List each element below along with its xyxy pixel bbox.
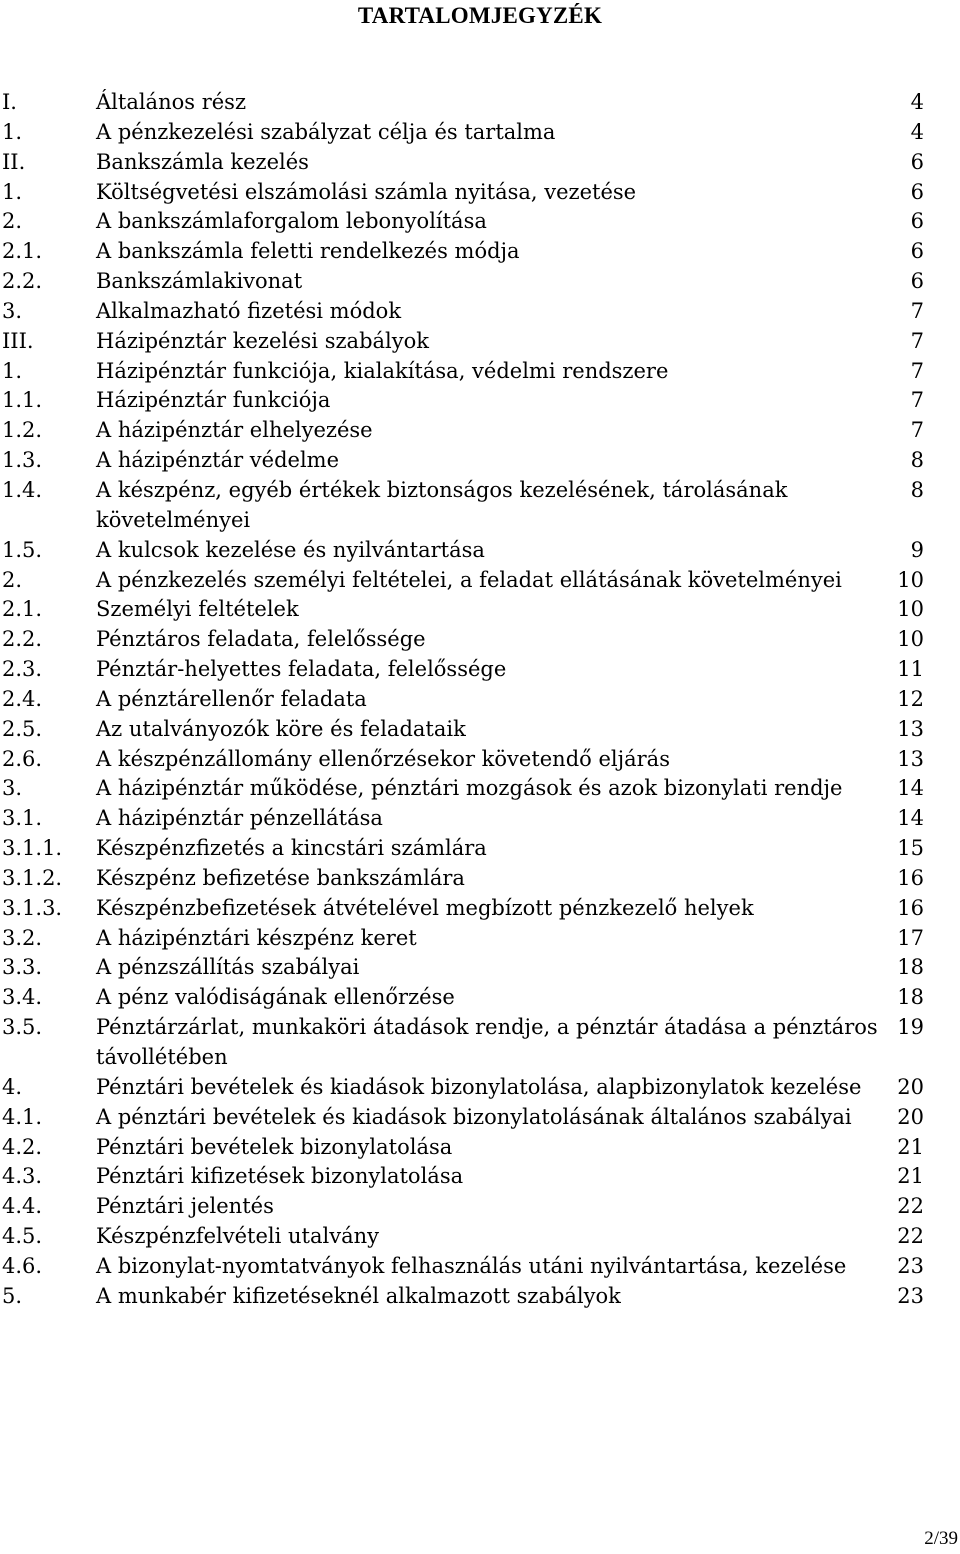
- toc-entry: [0, 864, 960, 894]
- toc-entry-page: 21: [897, 1164, 924, 1189]
- toc-entry: [0, 178, 960, 208]
- toc-entry-number: 3.: [2, 776, 23, 801]
- toc-entry-number: 4.4.: [2, 1194, 43, 1219]
- toc-entry-number: 2.5.: [2, 716, 43, 741]
- toc-entry: [0, 1192, 960, 1222]
- toc-entry-page: 7: [910, 328, 924, 353]
- toc-entry-title: A pénzszállítás szabályai: [96, 955, 360, 980]
- toc-entry-title: Pénztáros feladata, felelőssége: [96, 627, 426, 652]
- toc-entry-title: Pénztárzárlat, munkaköri átadások rendje, a pénztár átadása a pénztáros távollétében: [96, 1015, 878, 1069]
- toc-entry: [0, 595, 960, 625]
- toc-entry-page: 6: [910, 179, 924, 204]
- toc-entry: [0, 1162, 960, 1192]
- toc-entry-page: 16: [897, 865, 924, 890]
- toc-entry-number: 4.2.: [2, 1134, 43, 1159]
- toc-entry: [0, 1252, 960, 1282]
- toc-entry-page: 10: [897, 627, 924, 652]
- toc-entry-title: A pénztárellenőr feladata: [96, 686, 367, 711]
- toc-entry-page: 19: [897, 1015, 924, 1040]
- toc-entry-number: 3.1.1.: [2, 836, 63, 861]
- toc-entry-title: Pénztári bevételek és kiadások bizonylatolása, alapbizonylatok kezelése: [96, 1074, 862, 1099]
- toc-entry-title: A pénz valódiságának ellenőrzése: [96, 985, 455, 1010]
- toc-entry-number: 1.2.: [2, 418, 43, 443]
- toc-entry: [0, 88, 960, 118]
- toc-entry-number: 2.: [2, 209, 23, 234]
- toc-entry: [0, 476, 960, 536]
- toc-entry: [0, 715, 960, 745]
- toc-entry: [0, 924, 960, 954]
- toc-entry: [0, 1013, 960, 1073]
- toc-entry-page: 22: [897, 1224, 924, 1249]
- toc-entry-number: 2.: [2, 567, 23, 592]
- toc-entry: [0, 386, 960, 416]
- toc-entry-title: Alkalmazható fizetési módok: [96, 298, 402, 323]
- toc-entry-page: 18: [897, 955, 924, 980]
- toc-entry-page: 7: [910, 358, 924, 383]
- toc-entry: [0, 774, 960, 804]
- toc-entry-page: 4: [910, 119, 924, 144]
- toc-entry: [0, 207, 960, 237]
- toc-entry: [0, 894, 960, 924]
- toc-entry: [0, 1103, 960, 1133]
- toc-entry-title: A bankszámlaforgalom lebonyolítása: [96, 209, 487, 234]
- toc-entry-title: A pénztári bevételek és kiadások bizonylatolásának általános szabályai: [96, 1104, 852, 1129]
- toc-entry-title: A munkabér kifizetéseknél alkalmazott szabályok: [96, 1283, 621, 1308]
- toc-entry-page: 10: [897, 597, 924, 622]
- toc-entry-title: Költségvetési elszámolási számla nyitása, vezetése: [96, 179, 637, 204]
- toc-entry-number: III.: [2, 328, 34, 353]
- toc-entry-title: Személyi feltételek: [96, 597, 299, 622]
- toc-entry-number: 2.2.: [2, 627, 43, 652]
- toc-entry: [0, 446, 960, 476]
- page-title: TARTALOMJEGYZÉK: [357, 3, 603, 28]
- toc-entry-number: 3.3.: [2, 955, 43, 980]
- toc-entry-title: A készpénzállomány ellenőrzésekor követendő eljárás: [96, 746, 670, 771]
- toc-entry-number: 1.: [2, 358, 23, 383]
- toc-entry-number: 3.4.: [2, 985, 43, 1010]
- toc-entry-page: 13: [897, 746, 924, 771]
- table-of-contents: [0, 88, 960, 1312]
- toc-entry-title: A házipénztár elhelyezése: [96, 418, 373, 443]
- toc-entry-number: 1.3.: [2, 448, 43, 473]
- toc-entry-number: 4.6.: [2, 1253, 43, 1278]
- toc-entry-number: 2.3.: [2, 657, 43, 682]
- toc-entry-page: 17: [897, 925, 924, 950]
- toc-entry-title: A pénzkezelési szabályzat célja és tartalma: [96, 119, 556, 144]
- toc-entry-page: 16: [897, 895, 924, 920]
- toc-entry: [0, 536, 960, 566]
- toc-entry-number: 3.: [2, 298, 23, 323]
- toc-entry-number: 2.2.: [2, 269, 43, 294]
- toc-entry-number: I.: [2, 90, 17, 114]
- toc-entry-title: A házipénztári készpénz keret: [96, 925, 417, 950]
- toc-entry-page: 6: [910, 149, 924, 174]
- toc-entry-title: A készpénz, egyéb értékek biztonságos kezelésének, tárolásának követelményei: [96, 477, 788, 532]
- toc-entry-page: 6: [910, 239, 924, 264]
- toc-entry-page: 11: [897, 657, 924, 682]
- toc-entry-number: 5.: [2, 1283, 23, 1308]
- toc-entry-title: A házipénztár működése, pénztári mozgások és azok bizonylati rendje: [96, 776, 843, 801]
- page-number: 2/39: [924, 1528, 958, 1549]
- toc-entry-title: A kulcsok kezelése és nyilvántartása: [96, 537, 485, 562]
- toc-entry-title: A házipénztár védelme: [96, 448, 340, 473]
- toc-entry-title: Készpénzfelvételi utalvány: [96, 1224, 380, 1249]
- toc-entry: [0, 685, 960, 715]
- toc-entry-page: 15: [897, 836, 924, 861]
- toc-entry-number: 3.1.: [2, 806, 43, 831]
- toc-entry: [0, 1222, 960, 1252]
- toc-entry-number: 2.1.: [2, 239, 43, 264]
- toc-entry-number: 4.5.: [2, 1224, 43, 1249]
- toc-entry-page: 6: [910, 269, 924, 294]
- toc-entry-title: Házipénztár kezelési szabályok: [96, 328, 429, 353]
- toc-entry: [0, 953, 960, 983]
- toc-entry-page: 14: [897, 776, 924, 801]
- toc-entry-page: 23: [897, 1253, 924, 1278]
- toc-entry: [0, 327, 960, 357]
- toc-entry-page: 7: [910, 298, 924, 323]
- toc-entry-title: Készpénz befizetése bankszámlára: [96, 865, 465, 890]
- toc-entry-page: 10: [897, 567, 924, 592]
- toc-entry-number: 1.: [2, 119, 23, 144]
- toc-entry-page: 22: [897, 1194, 924, 1219]
- toc-entry: [0, 1073, 960, 1103]
- toc-entry-title: A házipénztár pénzellátása: [96, 806, 383, 831]
- toc-entry: [0, 1282, 960, 1312]
- toc-entry: [0, 566, 960, 596]
- toc-entry: [0, 237, 960, 267]
- toc-entry-number: 3.1.2.: [2, 865, 63, 890]
- toc-entry-title: Bankszámla kezelés: [96, 149, 309, 174]
- toc-entry-title: Általános rész: [96, 90, 247, 114]
- toc-entry-page: 21: [897, 1134, 924, 1159]
- toc-entry-number: 1.5.: [2, 537, 43, 562]
- toc-entry-page: 8: [910, 477, 924, 502]
- toc-entry-page: 14: [897, 806, 924, 831]
- toc-entry-number: 1.: [2, 179, 23, 204]
- toc-entry-title: Készpénzfizetés a kincstári számlára: [96, 836, 487, 861]
- toc-entry-page: 8: [910, 448, 924, 473]
- toc-entry: [0, 267, 960, 297]
- toc-entry-title: A pénzkezelés személyi feltételei, a feladat ellátásának követelményei: [96, 567, 842, 592]
- toc-entry-page: 6: [910, 209, 924, 234]
- toc-entry-title: Házipénztár funkciója, kialakítása, védelmi rendszere: [96, 358, 669, 383]
- toc-entry-title: Pénztári bevételek bizonylatolása: [96, 1134, 453, 1159]
- toc-entry-page: 13: [897, 716, 924, 741]
- toc-entry-page: 20: [897, 1074, 924, 1099]
- toc-entry-number: 2.1.: [2, 597, 43, 622]
- toc-entry-number: 3.2.: [2, 925, 43, 950]
- toc-entry: [0, 983, 960, 1013]
- toc-entry: [0, 297, 960, 327]
- toc-entry-page: 20: [897, 1104, 924, 1129]
- toc-entry: [0, 804, 960, 834]
- toc-entry: [0, 655, 960, 685]
- toc-entry: [0, 357, 960, 387]
- toc-entry-number: II.: [2, 149, 26, 174]
- toc-entry-page: 18: [897, 985, 924, 1010]
- toc-entry-number: 2.6.: [2, 746, 43, 771]
- toc-entry: [0, 834, 960, 864]
- toc-entry-number: 4.3.: [2, 1164, 43, 1189]
- toc-entry-page: 4: [910, 90, 924, 114]
- toc-entry: [0, 625, 960, 655]
- toc-entry: [0, 416, 960, 446]
- toc-entry-title: Az utalványozók köre és feladataik: [96, 716, 466, 741]
- toc-entry-title: A bankszámla feletti rendelkezés módja: [96, 239, 520, 264]
- toc-entry-number: 1.4.: [2, 477, 43, 502]
- toc-entry-number: 2.4.: [2, 686, 43, 711]
- toc-entry-page: 7: [910, 388, 924, 413]
- toc-entry-title: Pénztár-helyettes feladata, felelőssége: [96, 657, 507, 682]
- toc-entry: [0, 148, 960, 178]
- toc-entry: [0, 118, 960, 148]
- toc-entry: [0, 745, 960, 775]
- toc-entry-page: 23: [897, 1283, 924, 1308]
- toc-entry-number: 3.1.3.: [2, 895, 63, 920]
- toc-entry-number: 1.1.: [2, 388, 43, 413]
- toc-entry: [0, 1133, 960, 1163]
- toc-entry-page: 12: [897, 686, 924, 711]
- toc-entry-title: Házipénztár funkciója: [96, 388, 331, 413]
- toc-entry-title: Készpénzbefizetések átvételével megbízott pénzkezelő helyek: [96, 895, 754, 920]
- toc-entry-title: A bizonylat-nyomtatványok felhasználás utáni nyilvántartása, kezelése: [96, 1253, 847, 1278]
- toc-entry-title: Pénztári jelentés: [96, 1194, 274, 1219]
- toc-entry-title: Bankszámlakivonat: [96, 269, 303, 294]
- toc-entry-number: 3.5.: [2, 1015, 43, 1040]
- toc-entry-number: 4.1.: [2, 1104, 43, 1129]
- toc-entry-number: 4.: [2, 1074, 23, 1099]
- toc-entry-title: Pénztári kifizetések bizonylatolása: [96, 1164, 464, 1189]
- toc-entry-page: 7: [910, 418, 924, 443]
- toc-entry-page: 9: [910, 537, 924, 562]
